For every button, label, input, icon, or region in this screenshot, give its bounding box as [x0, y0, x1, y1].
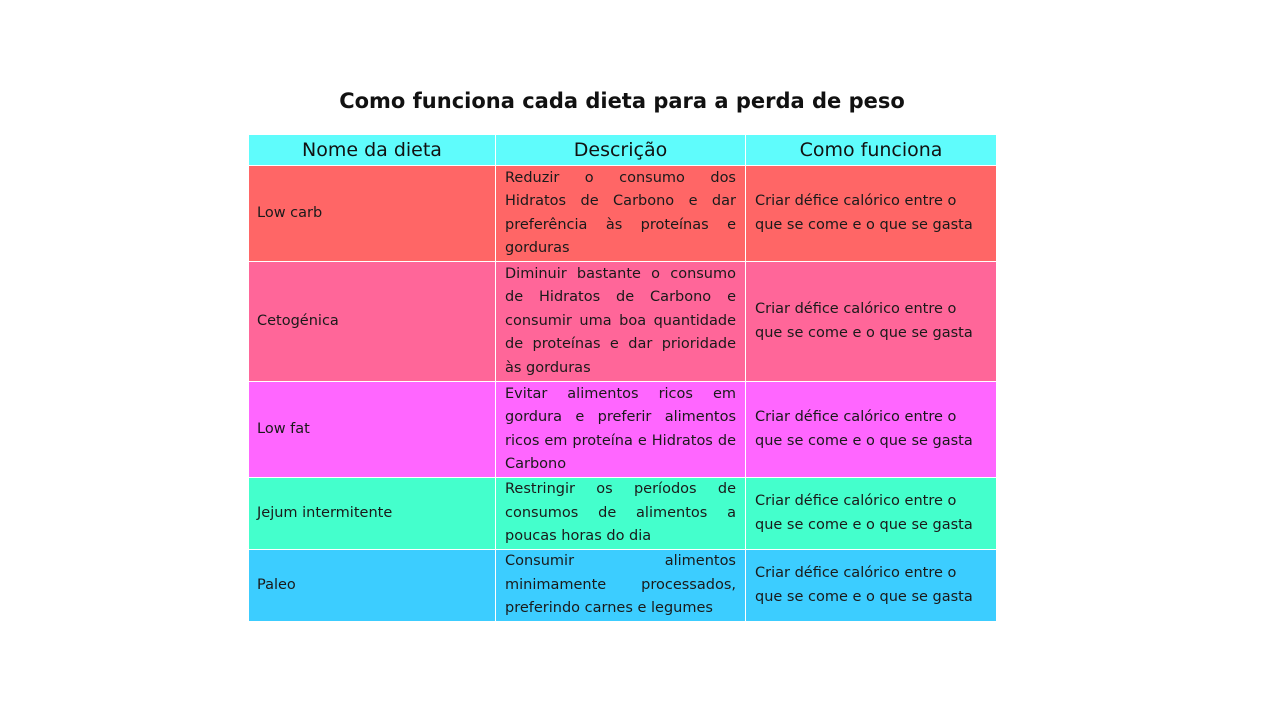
cell-description: Diminuir bastante o consumo de Hidratos de Carbono e consumir uma boa quantidade de proteínas e dar prioridade às gorduras [496, 262, 746, 382]
table-header-row [249, 135, 997, 166]
page-title: Como funciona cada dieta para a perda de peso [339, 89, 905, 113]
diet-table [248, 134, 997, 622]
cell-how-it-works: Criar défice calórico entre o que se come e o que se gasta [746, 166, 997, 262]
cell-description: Evitar alimentos ricos em gordura e preferir alimentos ricos em proteína e Hidratos de Carbono [496, 382, 746, 478]
cell-diet-name: Low fat [249, 382, 496, 478]
cell-diet-name: Paleo [249, 550, 496, 622]
table-row-paleo [249, 550, 997, 622]
cell-diet-name: Cetogénica [249, 262, 496, 382]
table-row-jejum-intermitente [249, 478, 997, 550]
table-row-low-carb [249, 166, 997, 262]
cell-how-it-works: Criar défice calórico entre o que se come e o que se gasta [746, 382, 997, 478]
table-row-cetogenica [249, 262, 997, 382]
cell-how-it-works: Criar défice calórico entre o que se come e o que se gasta [746, 550, 997, 622]
cell-diet-name: Low carb [249, 166, 496, 262]
cell-diet-name: Jejum intermitente [249, 478, 496, 550]
cell-how-it-works: Criar défice calórico entre o que se come e o que se gasta [746, 478, 997, 550]
cell-description: Reduzir o consumo dos Hidratos de Carbono e dar preferência às proteínas e gorduras [496, 166, 746, 262]
column-header-name: Nome da dieta [249, 135, 496, 166]
column-header-description: Descrição [496, 135, 746, 166]
cell-description: Consumir alimentos minimamente processados, preferindo carnes e legumes [496, 550, 746, 622]
cell-description: Restringir os períodos de consumos de alimentos a poucas horas do dia [496, 478, 746, 550]
column-header-how: Como funciona [746, 135, 997, 166]
table-row-low-fat [249, 382, 997, 478]
cell-how-it-works: Criar défice calórico entre o que se come e o que se gasta [746, 262, 997, 382]
